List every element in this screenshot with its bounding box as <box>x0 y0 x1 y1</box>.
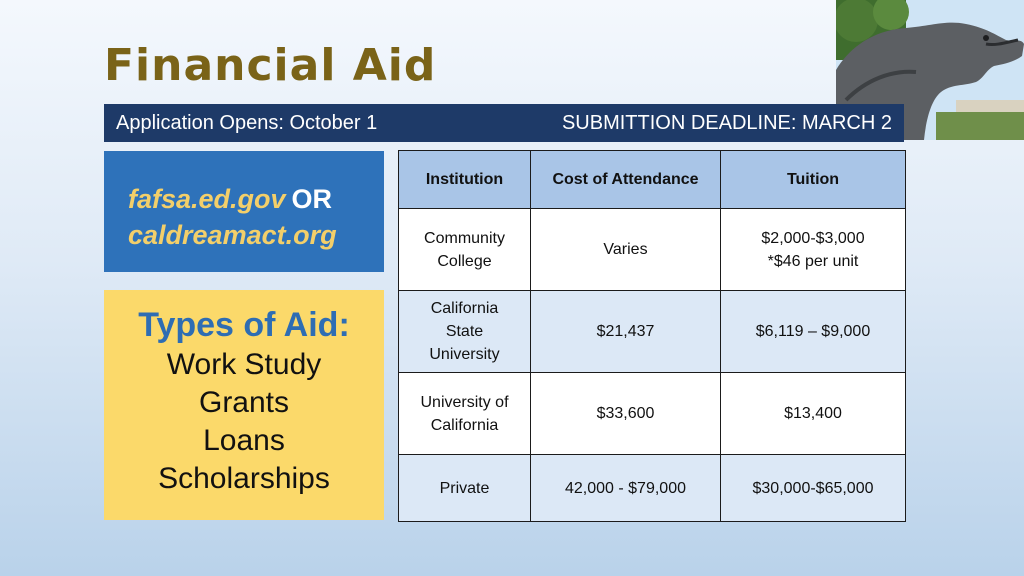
table-row <box>399 455 906 522</box>
page-title: Financial Aid <box>104 40 437 91</box>
fafsa-link[interactable]: fafsa.ed.gov <box>128 184 286 214</box>
cost-cell: $33,600 <box>531 373 721 455</box>
cost-cell: 42,000 - $79,000 <box>531 455 721 522</box>
institution-cell: Community College <box>399 209 531 291</box>
aid-type-item: Work Study <box>166 348 322 381</box>
tuition-cell: $2,000-$3,000 *$46 per unit <box>721 209 906 291</box>
cost-cell: $21,437 <box>531 291 721 373</box>
or-text: OR <box>291 184 333 214</box>
dates-banner <box>104 104 904 142</box>
caldreamact-link[interactable]: caldreamact.org <box>128 220 337 250</box>
links-line-1 <box>128 181 384 217</box>
header-cost-of-attendance: Cost of Attendance <box>531 151 721 209</box>
tuition-cell: $30,000-$65,000 <box>721 455 906 522</box>
cost-cell: Varies <box>531 209 721 291</box>
institution-cell: University of California <box>399 373 531 455</box>
header-institution: Institution <box>399 151 531 209</box>
application-opens-text: Application Opens: October 1 <box>116 111 378 134</box>
header-tuition: Tuition <box>721 151 906 209</box>
aid-type-item: Scholarships <box>158 462 330 495</box>
types-of-aid-box <box>104 290 384 520</box>
tuition-cell: $13,400 <box>721 373 906 455</box>
institution-cell: California State University <box>399 291 531 373</box>
table-header-row <box>399 151 906 209</box>
aid-type-item: Grants <box>198 386 290 419</box>
table-row <box>399 291 906 373</box>
application-links-box <box>104 151 384 272</box>
cost-comparison-table <box>398 150 906 522</box>
types-of-aid-heading: Types of Aid: <box>138 306 350 344</box>
aid-type-item: Loans <box>203 424 285 457</box>
institution-cell: Private <box>399 455 531 522</box>
table-row <box>399 209 906 291</box>
table-row <box>399 373 906 455</box>
tuition-cell: $6,119 – $9,000 <box>721 291 906 373</box>
submission-deadline-text: SUBMITTION DEADLINE: MARCH 2 <box>561 111 892 134</box>
